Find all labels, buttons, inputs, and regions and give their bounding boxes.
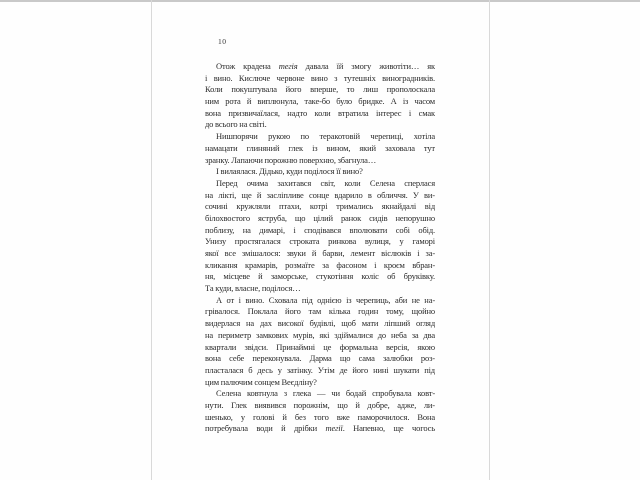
text-segment: ня, місцеве й заморське, стукотіння коліс об бруківку. [205, 271, 435, 282]
text-line [205, 342, 435, 354]
text-line [205, 260, 435, 272]
text-line [205, 96, 435, 108]
text-line [205, 295, 435, 307]
text-segment: Унизу простягалася строката ринкова вулиця, у гаморі [205, 236, 435, 247]
text-segment: квартали звідси. Принаймні це формальна версія, якою [205, 341, 435, 352]
text-line [205, 365, 435, 377]
text-segment: якої все змішалося: звуки й барви, лемент віслюків і за- [205, 248, 435, 258]
text-line [205, 84, 435, 96]
text-line [205, 131, 435, 143]
text-line [205, 318, 435, 330]
text-segment: на лікті, ще й засліпливе сонце вдарило в обличчя. У ви- [205, 189, 435, 200]
page-edge-right [489, 0, 490, 480]
text-line [205, 377, 435, 389]
text-line [205, 271, 435, 283]
text-segment: на периметр замкових мурів, які здіймалися до неба за два [205, 329, 435, 340]
text-line [205, 213, 435, 225]
text-line [205, 412, 435, 424]
text-line [205, 400, 435, 412]
text-line [205, 353, 435, 365]
text-line [205, 119, 435, 131]
text-segment: вона себе переконувала. Дарма що сама залюбки роз- [205, 353, 435, 364]
text-segment: до всього на світі. [205, 119, 267, 130]
text-segment: Селена ковтнула з глека — чи бодай спробувала ковт- [216, 388, 435, 399]
text-line [205, 61, 435, 73]
text-segment: намацати глиняний глек із вином, який заховала тут [205, 142, 435, 153]
text-line [205, 166, 435, 178]
text-segment: видерлася на дах високої будівлі, щоб мати ліпший огляд [205, 318, 435, 329]
text-segment: грівалося. Поклала його там кілька годин тому, щойно [205, 306, 435, 317]
text-line [205, 73, 435, 85]
text-segment: Перед очима захитався світ, коли Селена сперлася [216, 177, 435, 188]
text-segment: білохвостого яструба, що цілий ранок сидів непорушно [205, 212, 435, 223]
text-line [205, 306, 435, 318]
text-line [205, 155, 435, 167]
text-segment: вона призвичаїлася, надто коли втратила інтерес і смак [205, 107, 435, 118]
text-segment: ним рота й виплюнула, таке-бо було бридке. А із часом [205, 96, 435, 107]
text-line [205, 225, 435, 237]
text-line [205, 143, 435, 155]
text-line [205, 108, 435, 120]
italic-term: тегії [325, 423, 343, 434]
text-segment: І вилаялася. Дідько, куди поділося її вино? [216, 166, 363, 177]
text-segment: зранку. Лапаючи порожню поверхню, збагнула… [205, 154, 377, 165]
text-segment: . Напевно, ще чогось [342, 423, 435, 434]
text-segment: потребувала води й дрібки [205, 423, 326, 434]
text-segment: Нишпорячи рукою по теракотовій черепиці, хотіла [216, 131, 435, 142]
scan-top-edge [0, 0, 640, 2]
text-line [205, 283, 435, 295]
text-line [205, 190, 435, 202]
text-line [205, 330, 435, 342]
text-segment: поблизу, на димарі, і сподівався вполювати собі обід. [205, 224, 435, 235]
text-segment: кликання крамарів, розмаїте за фасоном і кроєм вбран- [205, 259, 435, 270]
text-segment: шенько, у голові й без того вже паморочилося. Вона [205, 411, 435, 422]
text-segment: Коли покуштувала його вперше, то лиш прополоскала [205, 84, 435, 95]
text-line [205, 388, 435, 400]
text-line [205, 201, 435, 213]
text-segment: Та куди, власне, поділося… [205, 283, 301, 294]
page-number: 10 [218, 37, 227, 46]
text-line [205, 178, 435, 190]
text-line [205, 236, 435, 248]
page-edge-left [151, 0, 152, 480]
text-segment: давала їй змогу животіти… як [297, 61, 435, 71]
italic-term: тегія [278, 61, 298, 71]
text-line [205, 423, 435, 435]
text-line [205, 248, 435, 260]
text-segment: Отож крадена [216, 61, 279, 71]
text-segment: і вино. Кислюче червоне вино з тутешніх виноградників. [205, 72, 435, 83]
text-segment: А от і вино. Сховала під однією із черепиць, аби не на- [216, 294, 435, 305]
body-text [205, 61, 435, 435]
text-segment: цим палючим сонцем Веєдліну? [205, 376, 317, 387]
text-segment: нути. Глек виявився порожнім, що й добре, адже, ли- [205, 399, 435, 410]
text-segment: пласталася б десь у затінку. Утім де його нині шукати під [205, 364, 435, 375]
text-segment: сочині кружляли птахи, котрі тримались якнайдалі від [205, 201, 435, 212]
